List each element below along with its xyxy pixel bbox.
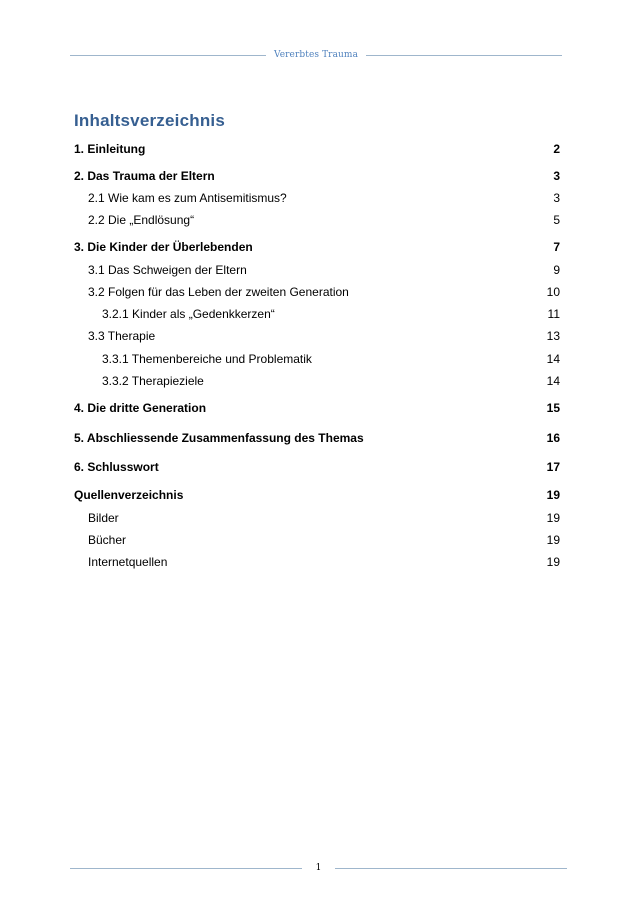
- toc-entry-title: 3.3 Therapie: [88, 329, 156, 343]
- toc-entry-page: 19: [546, 555, 560, 569]
- toc-entry[interactable]: [74, 306, 560, 322]
- toc-entry-page: 19: [546, 511, 560, 525]
- toc-entry[interactable]: [74, 510, 560, 526]
- toc-heading: Inhaltsverzeichnis: [74, 111, 225, 130]
- page-header: [70, 48, 562, 62]
- toc-entry[interactable]: [74, 262, 560, 278]
- toc-entry-title: Bilder: [88, 511, 119, 525]
- toc-entry-page: 14: [546, 374, 560, 388]
- toc-entry-title: Bücher: [88, 533, 127, 547]
- toc-entry-title: 4. Die dritte Generation: [74, 401, 207, 415]
- header-title: Vererbtes Trauma: [273, 50, 359, 60]
- toc-entry-page: 2: [553, 142, 560, 156]
- toc-entry[interactable]: [74, 328, 560, 344]
- toc-entry[interactable]: [74, 168, 560, 184]
- toc-entry[interactable]: [74, 351, 560, 367]
- toc-entry[interactable]: [74, 532, 560, 548]
- toc-entry[interactable]: [74, 400, 560, 416]
- toc-entry-title: 2.1 Wie kam es zum Antisemitismus?: [88, 191, 287, 205]
- page-number: 1: [315, 863, 322, 873]
- toc-entry-title: 3. Die Kinder der Überlebenden: [74, 240, 253, 254]
- toc-entry-page: 15: [546, 401, 560, 415]
- toc-entry[interactable]: [74, 554, 560, 570]
- toc-entry[interactable]: [74, 430, 560, 446]
- toc-entry-page: 5: [553, 213, 560, 227]
- footer-rule-left: [70, 868, 302, 869]
- toc-entry[interactable]: [74, 141, 560, 157]
- toc-entry-title: 2.2 Die „Endlösung“: [88, 213, 195, 227]
- toc-entry[interactable]: [74, 284, 560, 300]
- toc-entry-title: 3.3.1 Themenbereiche und Problematik: [102, 352, 312, 366]
- toc-entry-page: 16: [546, 431, 560, 445]
- toc-entry-page: 19: [546, 533, 560, 547]
- toc-entry[interactable]: [74, 190, 560, 206]
- footer-rule-right: [335, 868, 567, 869]
- toc-entry-title: 3.2.1 Kinder als „Gedenkkerzen“: [102, 307, 275, 321]
- toc-entry-page: 10: [546, 285, 560, 299]
- header-rule-right: [366, 55, 562, 56]
- toc-entry-page: 19: [546, 488, 560, 502]
- toc-entry-title: 3.3.2 Therapieziele: [102, 374, 204, 388]
- toc-entry-title: 5. Abschliessende Zusammenfassung des Themas: [74, 431, 364, 445]
- toc-entry-page: 7: [553, 240, 560, 254]
- toc-entry-title: 3.1 Das Schweigen der Eltern: [88, 263, 247, 277]
- toc-entry[interactable]: [74, 212, 560, 228]
- toc-entry-title: 1. Einleitung: [74, 142, 146, 156]
- toc-entry-page: 14: [546, 352, 560, 366]
- toc-entry-title: Quellenverzeichnis: [74, 488, 184, 502]
- toc-entry-title: 2. Das Trauma der Eltern: [74, 169, 215, 183]
- toc-entry[interactable]: [74, 459, 560, 475]
- toc-entry-page: 3: [553, 169, 560, 183]
- page-footer: [70, 862, 567, 874]
- toc-entry-page: 9: [553, 263, 560, 277]
- toc-entry-page: 3: [553, 191, 560, 205]
- toc-entry[interactable]: [74, 373, 560, 389]
- toc-entry[interactable]: [74, 239, 560, 255]
- toc-entry-title: Internetquellen: [88, 555, 168, 569]
- toc-entry-page: 17: [546, 460, 560, 474]
- header-rule-left: [70, 55, 266, 56]
- toc-entry[interactable]: [74, 487, 560, 503]
- toc-entry-title: 6. Schlusswort: [74, 460, 159, 474]
- toc-entry-title: 3.2 Folgen für das Leben der zweiten Generation: [88, 285, 349, 299]
- toc-entry-page: 13: [546, 329, 560, 343]
- toc-entry-page: 11: [547, 307, 560, 321]
